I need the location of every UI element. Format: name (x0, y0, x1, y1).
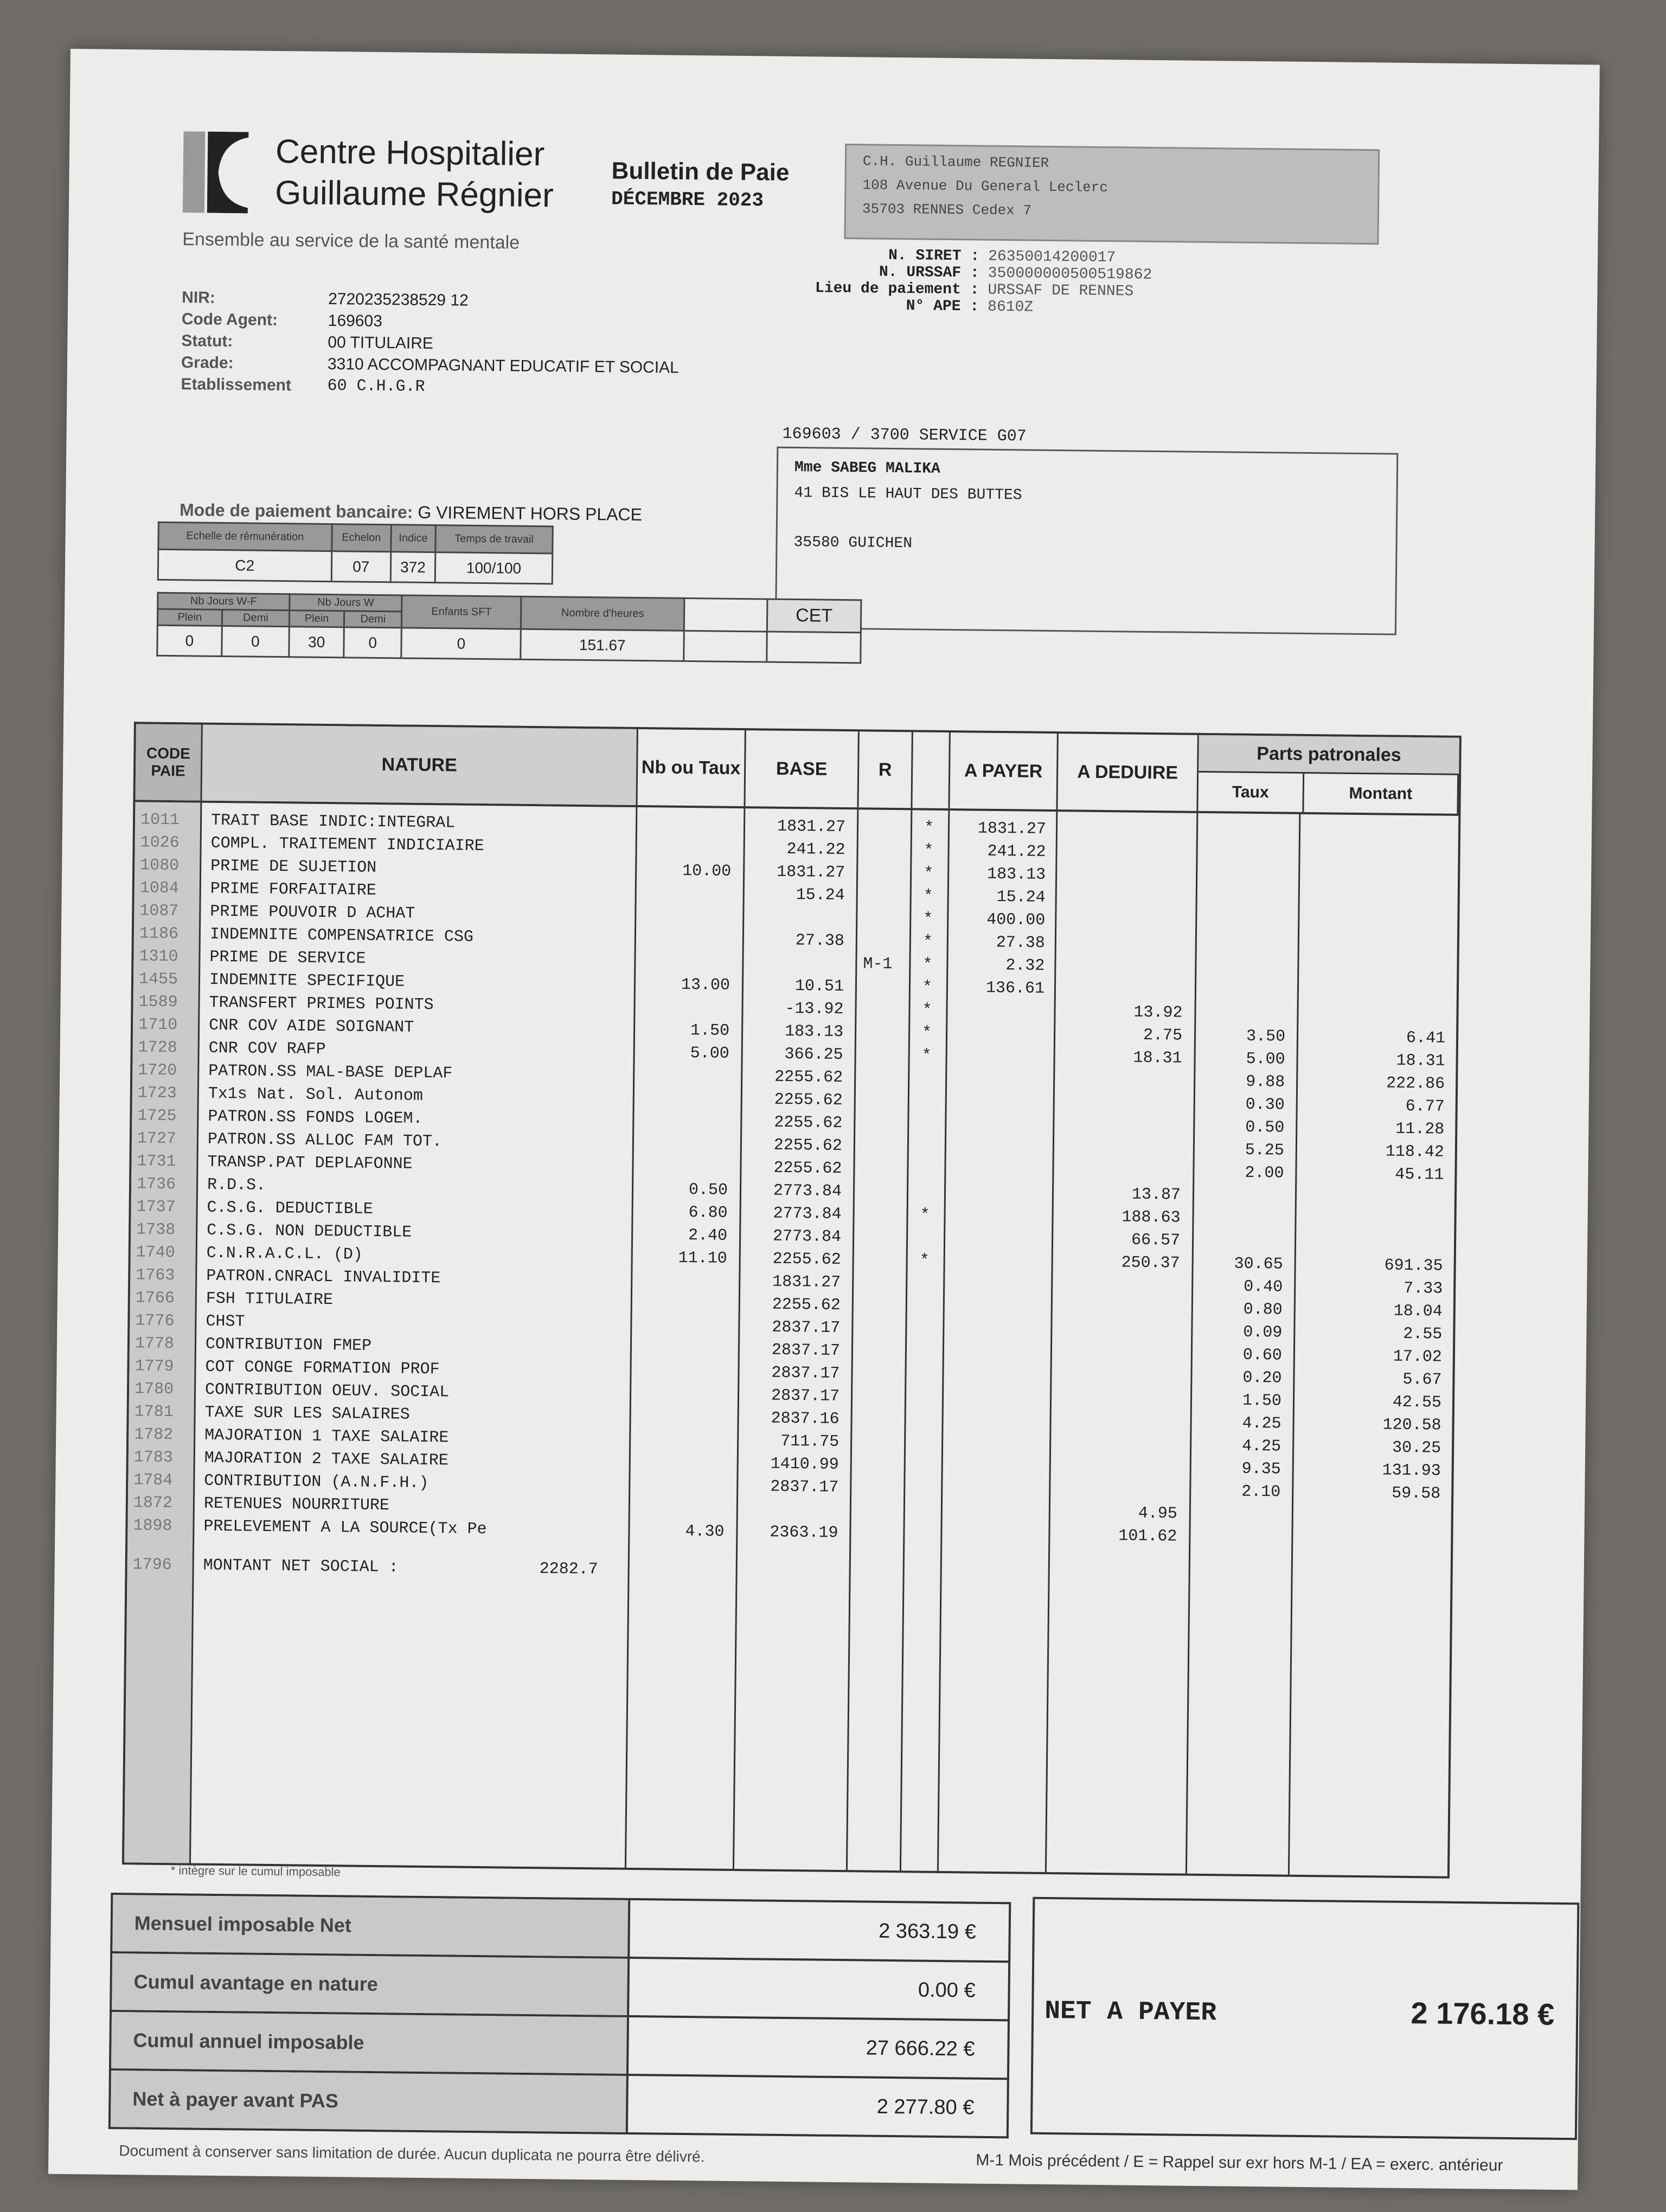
indice-header: Indice (391, 525, 435, 552)
cell-social-value: 2282.7 (539, 1560, 598, 1579)
cell-base: 2255.62 (772, 1250, 841, 1269)
nb-jours-w-header: Nb Jours W (290, 594, 402, 612)
cell-nature: CONTRIBUTION FMEP (205, 1335, 372, 1355)
cell-nb: 13.00 (681, 975, 731, 995)
cell-nb: 6.80 (688, 1204, 728, 1223)
lieu-value: URSSAF DE RENNES (988, 281, 1134, 300)
cell-nb: 0.50 (688, 1181, 728, 1200)
cell-mont: 11.28 (1395, 1120, 1445, 1139)
cell-base: 15.24 (796, 886, 845, 905)
urssaf-value: 350000000500519862 (988, 265, 1152, 284)
cell-star: * (923, 887, 933, 906)
siret-label: N. SIRET : (888, 247, 980, 265)
heures-value: 151.67 (521, 629, 684, 661)
recipient-name: Mme SABEG MALIKA (794, 459, 940, 478)
cell-code: 1080 (140, 856, 180, 876)
cell-code: 1740 (136, 1243, 175, 1263)
nature-header: NATURE (202, 725, 638, 805)
total-row (109, 2012, 1010, 2080)
employer-identifiers (773, 246, 1152, 317)
cell-mont: 6.41 (1406, 1028, 1446, 1048)
cell-nb: 4.30 (685, 1522, 725, 1541)
cell-code: 1766 (135, 1289, 175, 1308)
logo-line1: Centre Hospitalier (275, 132, 545, 173)
pay-rows (127, 811, 1458, 1592)
footer-legend: M-1 Mois précédent / E = Rappel sur exr hors M-1 / EA = exerc. antérieur (976, 2151, 1503, 2175)
cell-pay: 2.32 (1005, 956, 1045, 975)
cell-pay: 400.00 (986, 910, 1046, 930)
payslip-paper (48, 49, 1600, 2190)
employer-city: 35703 RENNES Cedex 7 (862, 201, 1032, 219)
nir-value: 2720235238529 12 (328, 290, 469, 310)
cell-base: 1831.27 (776, 863, 845, 883)
cell-mont: 30.25 (1392, 1438, 1441, 1458)
cell-mont: 7.33 (1403, 1279, 1443, 1298)
cell-taux: 9.35 (1241, 1459, 1281, 1479)
cell-taux: 2.10 (1241, 1482, 1281, 1502)
cell-base: -13.92 (785, 999, 844, 1019)
cell-taux: 3.50 (1246, 1027, 1286, 1046)
cell-base: 2773.84 (773, 1181, 842, 1201)
cell-mont: 118.42 (1385, 1142, 1445, 1162)
cell-mont: 222.86 (1386, 1074, 1445, 1094)
a-deduire-header: A DEDUIRE (1058, 734, 1199, 811)
cell-nature: MAJORATION 1 TAXE SALAIRE (204, 1426, 449, 1448)
cumul-note: * intègre sur le cumul imposable (170, 1863, 341, 1879)
cell-nature: CONTRIBUTION OEUV. SOCIAL (204, 1380, 450, 1402)
days-table (156, 592, 862, 664)
cell-base: 2837.16 (771, 1409, 840, 1429)
totals-table (108, 1893, 1011, 2138)
montant-header: Montant (1304, 774, 1459, 814)
etablissement-label: Etablissement (181, 375, 292, 395)
cell-taux: 0.40 (1244, 1277, 1283, 1297)
cell-base: 1831.27 (777, 817, 846, 837)
cell-base: 183.13 (784, 1022, 844, 1042)
payment-mode-label: Mode de paiement bancaire: (179, 500, 413, 522)
cell-ded: 66.57 (1131, 1231, 1181, 1250)
lieu-label: Lieu de paiement : (815, 280, 979, 299)
grade-value: 3310 ACCOMPAGNANT EDUCATIF ET SOCIAL (327, 355, 680, 377)
tagline: Ensemble au service de la santé mentale (182, 229, 520, 253)
echelle-header: Echelle de rémunération (158, 522, 332, 551)
cell-base: 2837.17 (771, 1364, 840, 1383)
cell-code: 1784 (133, 1471, 173, 1490)
employer-address-box (844, 144, 1380, 245)
payment-mode (180, 500, 642, 525)
cell-taux: 4.25 (1242, 1414, 1281, 1433)
cell-code: 1087 (139, 902, 179, 921)
cell-mont: 42.55 (1392, 1393, 1442, 1412)
base-header: BASE (745, 730, 859, 807)
cell-base: 2255.62 (774, 1113, 843, 1133)
code-header: CODE PAIE (135, 724, 202, 800)
nb-jours-wf-header: Nb Jours W-F (158, 593, 290, 610)
cell-nature: PATRON.CNRACL INVALIDITE (206, 1266, 441, 1288)
temps-value: 100/100 (435, 552, 553, 584)
logo-line2: Guillaume Régnier (274, 173, 554, 215)
cell-code: 1737 (136, 1198, 176, 1217)
cell-code: 1720 (138, 1061, 177, 1081)
echelon-value: 07 (331, 551, 391, 582)
cell-ded: 250.37 (1121, 1253, 1180, 1273)
cell-code: 1780 (134, 1380, 174, 1399)
cet-header: CET (767, 599, 861, 633)
cell-taux: 0.20 (1242, 1368, 1282, 1388)
cell-taux: 0.80 (1243, 1300, 1283, 1320)
employer-street: 108 Avenue Du General Leclerc (862, 177, 1108, 196)
cell-taux: 0.09 (1243, 1323, 1283, 1342)
cell-star: * (922, 1001, 932, 1020)
cell-code: 1589 (138, 993, 178, 1012)
cell-mont: 131.93 (1382, 1461, 1441, 1481)
wf-demi-value: 0 (222, 626, 290, 657)
cell-code: 1455 (138, 970, 178, 989)
cell-base: 2255.62 (773, 1136, 843, 1156)
cell-nature: R.D.S. (207, 1175, 266, 1195)
cell-ded: 18.31 (1133, 1049, 1182, 1068)
cell-base: 2773.84 (772, 1227, 842, 1247)
cell-nature: PRIME POUVOIR D ACHAT (210, 902, 415, 923)
heures-header: Nombre d'heures (521, 596, 684, 631)
cell-taux: 2.00 (1245, 1163, 1284, 1183)
ape-label: N° APE : (906, 298, 979, 316)
cell-pay: 1831.27 (977, 819, 1047, 839)
cell-r: M-1 (863, 955, 893, 974)
cell-star: * (924, 841, 934, 860)
cell-star: * (919, 1251, 930, 1270)
cell-code: 1731 (137, 1152, 176, 1172)
pay-table-header (135, 724, 1459, 816)
cell-code: 1782 (134, 1425, 174, 1445)
cell-nb: 5.00 (690, 1044, 729, 1063)
cell-base: 2837.17 (771, 1341, 841, 1360)
cell-taux: 4.25 (1241, 1437, 1281, 1456)
cell-ded: 188.63 (1122, 1208, 1181, 1227)
cell-star: * (923, 864, 934, 883)
cell-nature: CNR COV AIDE SOIGNANT (208, 1016, 414, 1037)
siret-value: 26350014200017 (988, 248, 1116, 267)
cell-nature: PRIME DE SUJETION (210, 857, 377, 877)
cell-star: * (922, 933, 933, 951)
cell-nature: COT CONGE FORMATION PROF (205, 1358, 440, 1379)
cell-ded: 101.62 (1118, 1527, 1177, 1546)
cell-ded: 13.92 (1133, 1003, 1183, 1023)
cell-base: 10.51 (794, 977, 844, 996)
cell-base: 2255.62 (774, 1090, 843, 1110)
cell-base: 2837.17 (772, 1318, 841, 1338)
cell-star: * (923, 910, 933, 929)
cell-nb: 2.40 (688, 1226, 728, 1245)
cell-taux: 9.88 (1245, 1072, 1285, 1092)
cell-code: 1725 (137, 1107, 177, 1126)
service-line: 169603 / 3700 SERVICE G07 (782, 425, 1027, 446)
w-demi-header: Demi (344, 611, 402, 628)
cell-nature: PRIME DE SERVICE (209, 948, 366, 968)
cell-code: 1763 (136, 1266, 175, 1285)
cell-pay: 136.61 (985, 979, 1045, 998)
cell-taux: 5.00 (1246, 1050, 1285, 1069)
cell-mont: 5.67 (1402, 1370, 1442, 1390)
total-value: 2 277.80 € (876, 2095, 975, 2119)
cell-base: 241.22 (786, 840, 845, 860)
total-value: 27 666.22 € (866, 2036, 975, 2061)
cell-code: 1776 (135, 1311, 175, 1331)
cell-taux: 5.25 (1245, 1141, 1285, 1160)
parts-patronales-label: Parts patronales (1199, 735, 1459, 775)
cell-code: 1738 (136, 1220, 176, 1240)
agent-info (181, 288, 680, 402)
cell-star: * (924, 819, 934, 838)
parts-patronales-header (1198, 735, 1459, 814)
cell-star: * (921, 1024, 932, 1043)
code-agent-label: Code Agent: (181, 310, 278, 330)
net-a-payer-label: NET A PAYER (1044, 1997, 1217, 2028)
cell-nature: PRELEVEMENT A LA SOURCE(Tx Pe (203, 1517, 487, 1539)
cell-code: 1778 (134, 1334, 175, 1354)
cell-nature: TRANSFERT PRIMES POINTS (209, 993, 434, 1015)
cell-nature: PATRON.SS FONDS LOGEM. (208, 1107, 423, 1128)
cell-mont: 120.58 (1382, 1416, 1441, 1435)
cell-nature: CHST (206, 1312, 245, 1332)
cell-code: 1779 (134, 1357, 174, 1377)
cell-code: 1710 (138, 1015, 178, 1035)
cell-nature: RETENUES NOURRITURE (203, 1494, 390, 1515)
cell-nature: C.S.G. DEDUCTIBLE (207, 1198, 373, 1219)
urssaf-label: N. URSSAF : (879, 263, 979, 282)
ape-value: 8610Z (987, 298, 1034, 316)
total-value: 2 363.19 € (878, 1919, 976, 1944)
cell-ded: 13.87 (1131, 1185, 1181, 1205)
net-a-payer-value: 2 176.18 € (1411, 1996, 1555, 2031)
cell-mont: 17.02 (1393, 1347, 1443, 1367)
echelle-value: C2 (158, 549, 331, 581)
taux-header: Taux (1198, 773, 1304, 812)
cell-base: 2255.62 (772, 1295, 841, 1315)
temps-header: Temps de travail (435, 525, 553, 554)
cell-star: * (921, 1046, 932, 1065)
cell-base: 366.25 (784, 1045, 843, 1065)
total-label: Mensuel imposable Net (112, 1895, 630, 1957)
cell-nature: TAXE SUR LES SALAIRES (204, 1403, 410, 1424)
recipient-address-box (775, 447, 1398, 635)
cell-code: 1723 (137, 1084, 177, 1103)
total-row (108, 2070, 1009, 2138)
cell-mont: 59.58 (1392, 1484, 1441, 1503)
cell-base: 1410.99 (770, 1455, 839, 1474)
cell-nature: C.N.R.A.C.L. (D) (206, 1244, 363, 1264)
recipient-city: 35580 GUICHEN (793, 534, 913, 552)
wf-plein-value: 0 (157, 625, 222, 656)
cell-code: 1186 (139, 924, 179, 944)
total-row (110, 1893, 1011, 1963)
cell-nature: TRANSP.PAT DEPLAFONNE (207, 1153, 413, 1174)
cell-code: 1727 (137, 1129, 177, 1149)
enfants-value: 0 (401, 628, 521, 659)
cell-pay: 27.38 (996, 933, 1045, 953)
cell-star: * (922, 978, 933, 997)
cell-code: 1736 (136, 1175, 176, 1194)
cell-base: 2363.19 (770, 1523, 838, 1542)
document-period: DÉCEMBRE 2023 (611, 188, 764, 212)
cell-code: 1011 (140, 811, 180, 830)
hospital-logo-icon (183, 131, 249, 213)
cell-social-code: 1796 (132, 1555, 172, 1575)
cell-code: 1898 (133, 1516, 172, 1536)
cell-taux: 30.65 (1234, 1255, 1283, 1274)
net-a-payer-box (1030, 1897, 1580, 2140)
nir-label: NIR: (182, 288, 216, 307)
cell-social-label: MONTANT NET SOCIAL : (203, 1556, 399, 1577)
cell-nature: CNR COV RAFP (208, 1039, 326, 1059)
cell-code: 1310 (139, 947, 178, 967)
cell-base: 2255.62 (773, 1159, 842, 1179)
cell-mont: 45.11 (1395, 1165, 1444, 1185)
cell-nature: PRIME FORFAITAIRE (210, 879, 377, 900)
r-header: R (858, 731, 913, 808)
cell-base: 1831.27 (772, 1272, 841, 1292)
cell-base: 2773.84 (773, 1204, 842, 1224)
a-payer-header: A PAYER (950, 732, 1058, 809)
cell-taux: 1.50 (1242, 1391, 1282, 1411)
cell-mont: 18.04 (1393, 1302, 1443, 1321)
cell-code: 1026 (140, 833, 180, 853)
cell-pay: 15.24 (996, 888, 1046, 907)
cell-nature: INDEMNITE SPECIFIQUE (209, 970, 405, 992)
cell-code: 1781 (134, 1403, 174, 1422)
cell-pay: 241.22 (987, 842, 1046, 861)
cell-ded: 2.75 (1143, 1026, 1183, 1045)
cell-base: 2837.17 (770, 1477, 839, 1497)
cell-star: * (922, 955, 933, 974)
cell-taux: 0.50 (1245, 1118, 1285, 1137)
enfants-header: Enfants SFT (402, 595, 522, 629)
recipient-street: 41 BIS LE HAUT DES BUTTES (794, 485, 1022, 504)
cell-base: 711.75 (780, 1432, 840, 1451)
total-row (110, 1953, 1010, 2021)
cell-mont: 691.35 (1384, 1256, 1443, 1276)
cell-nature: PATRON.SS MAL-BASE DEPLAF (208, 1062, 453, 1083)
cell-nature: COMPL. TRAITEMENT INDICIAIRE (210, 834, 484, 856)
cell-mont: 18.31 (1396, 1051, 1445, 1071)
cell-ded: 4.95 (1138, 1504, 1177, 1523)
statut-label: Statut: (181, 332, 233, 351)
pay-lines-table (122, 722, 1462, 1879)
cell-base: 2255.62 (774, 1068, 843, 1088)
cell-mont: 6.77 (1405, 1097, 1445, 1116)
payment-mode-value: G VIREMENT HORS PLACE (418, 502, 643, 525)
indice-value: 372 (390, 552, 435, 583)
total-label: Cumul avantage en nature (112, 1953, 630, 2015)
statut-value: 00 TITULAIRE (328, 333, 434, 353)
footer-legal: Document à conserver sans limitation de durée. Aucun duplicata ne pourra être délivré. (119, 2142, 705, 2165)
cell-nb: 10.00 (682, 861, 732, 881)
cell-pay: 183.13 (986, 865, 1046, 884)
document-title: Bulletin de Paie (611, 157, 790, 186)
cell-nature: CONTRIBUTION (A.N.F.H.) (204, 1471, 429, 1493)
nb-taux-header: Nb ou Taux (637, 729, 746, 806)
total-value: 0.00 € (918, 1978, 976, 2002)
cell-star: * (920, 1206, 930, 1225)
w-plein-value: 30 (289, 627, 344, 658)
cell-nature: FSH TITULAIRE (206, 1289, 334, 1310)
cell-base: 2837.17 (771, 1386, 840, 1406)
cell-nature: TRAIT BASE INDIC:INTEGRAL (210, 811, 456, 833)
cell-nature: Tx1s Nat. Sol. Autonom (208, 1084, 424, 1105)
employer-name: C.H. Guillaume REGNIER (862, 153, 1049, 171)
wf-plein-header: Plein (157, 609, 222, 626)
cell-nature: INDEMNITE COMPENSATRICE CSG (209, 925, 474, 947)
cell-code: 1872 (133, 1494, 173, 1513)
cell-code: 1728 (138, 1038, 177, 1058)
cell-code: 1084 (139, 879, 179, 898)
cell-taux: 0.30 (1245, 1095, 1285, 1115)
code-agent-value: 169603 (328, 312, 383, 331)
cell-nature: C.S.G. NON DEDUCTIBLE (207, 1221, 412, 1242)
cell-nature: PATRON.SS ALLOC FAM TOT. (207, 1130, 443, 1152)
total-label: Net à payer avant PAS (111, 2070, 629, 2132)
cell-mont: 2.55 (1403, 1324, 1443, 1344)
cell-taux: 0.60 (1242, 1346, 1283, 1365)
etablissement-value: 60 C.H.G.R (327, 376, 425, 396)
w-demi-value: 0 (344, 627, 402, 658)
cell-base: 27.38 (795, 931, 845, 951)
w-plein-header: Plein (289, 610, 344, 627)
wf-demi-header: Demi (222, 609, 290, 626)
cell-nature: MAJORATION 2 TAXE SALAIRE (204, 1449, 449, 1470)
total-label: Cumul annuel imposable (111, 2012, 629, 2074)
grade-label: Grade: (181, 353, 234, 372)
cell-code: 1783 (133, 1448, 173, 1468)
echelon-table (157, 522, 554, 585)
cell-nb: 1.50 (690, 1021, 730, 1040)
cell-nb: 11.10 (678, 1249, 727, 1268)
echelon-header: Echelon (331, 524, 391, 552)
